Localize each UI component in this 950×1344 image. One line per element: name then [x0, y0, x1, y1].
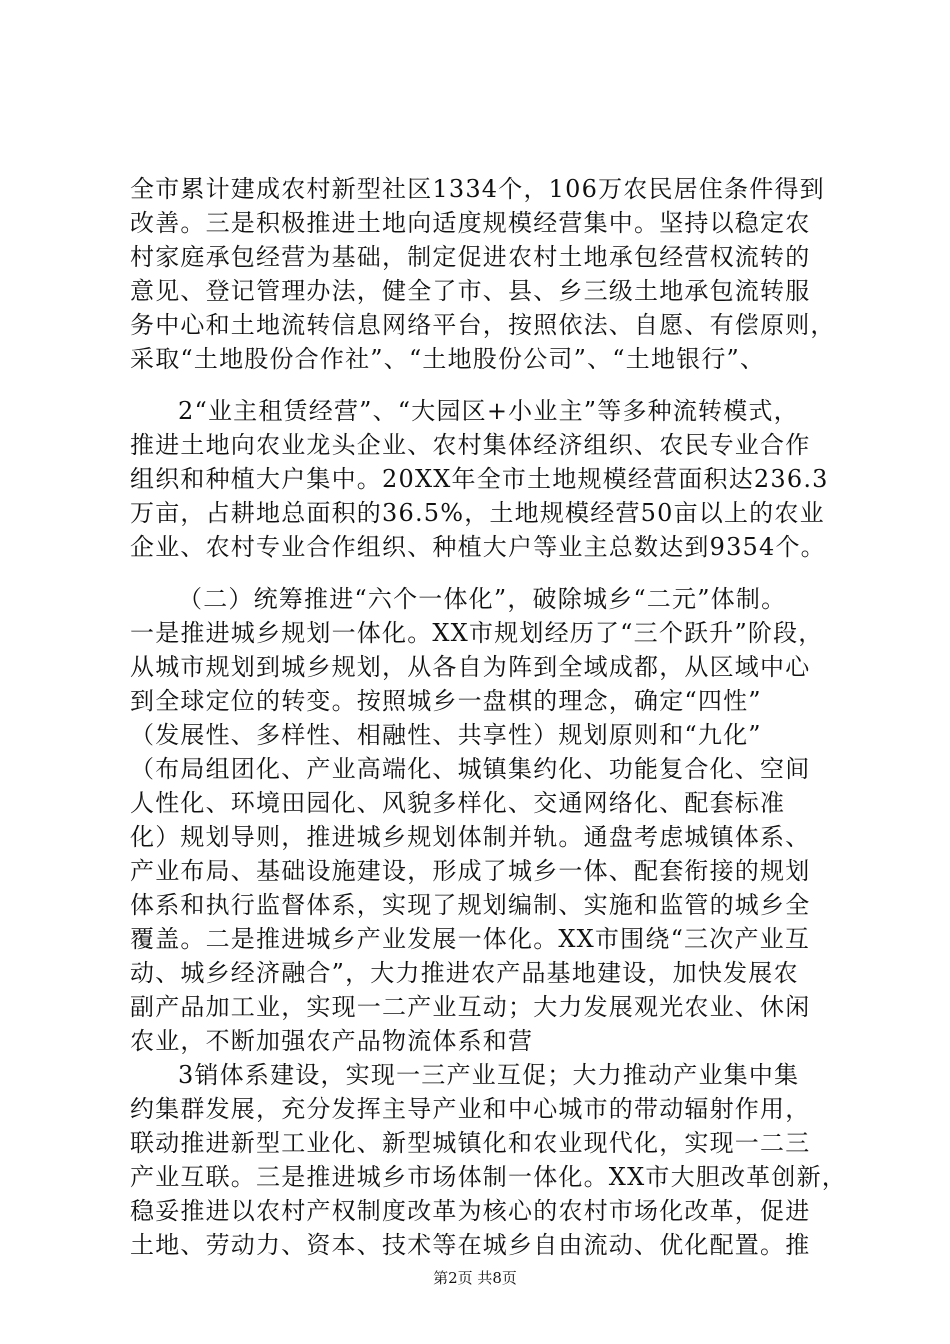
text-line: 约集群发展，充分发挥主导产业和中心城市的带动辐射作用，: [130, 1095, 811, 1123]
text-line: 3销体系建设，实现一三产业互促；大力推动产业集中集: [178, 1061, 800, 1089]
text-line: 企业、农村专业合作组织、种植大户等业主总数达到9354个。: [130, 533, 826, 561]
page-footer: 第2页 共8页: [433, 1269, 517, 1287]
text-line: 联动推进新型工业化、新型城镇化和农业现代化，实现一二三: [130, 1129, 811, 1157]
text-line: 2“业主租赁经营”、“大园区+小业主”等多种流转模式，: [178, 397, 799, 425]
text-line: 农业，不断加强农产品物流体系和营: [130, 1027, 534, 1055]
text-line: 产业互联。三是推进城乡市场体制一体化。XX市大胆改革创新，: [130, 1163, 847, 1191]
text-line: 一是推进城乡规划一体化。XX市规划经历了“三个跃升”阶段，: [130, 619, 824, 647]
text-line: 产业布局、基础设施建设，形成了城乡一体、配套衔接的规划: [130, 857, 811, 885]
text-line: 组织和种植大户集中。20XX年全市土地规模经营面积达236.3: [130, 465, 829, 493]
text-line: 副产品加工业，实现一二产业互动；大力发展观光农业、休闲: [130, 993, 811, 1021]
text-line: 万亩，占耕地总面积的36.5%，土地规模经营50亩以上的农业: [130, 499, 825, 527]
text-line: 到全球定位的转变。按照城乡一盘棋的理念，确定“四性”: [130, 687, 762, 715]
text-line: 从城市规划到城乡规划，从各自为阵到全域成都，从区域中心: [130, 653, 811, 681]
text-line: 稳妥推进以农村产权制度改革为核心的农村市场化改革，促进: [130, 1197, 811, 1225]
text-line: （布局组团化、产业高端化、城镇集约化、功能复合化、空间: [130, 755, 811, 783]
text-line: 改善。三是积极推进土地向适度规模经营集中。坚持以稳定农: [130, 209, 811, 237]
text-line: 村家庭承包经营为基础，制定促进农村土地承包经营权流转的: [130, 243, 811, 271]
text-line: 人性化、环境田园化、风貌多样化、交通网络化、配套标准: [130, 789, 786, 817]
text-line: （二）统筹推进“六个一体化”，破除城乡“二元”体制。: [178, 585, 787, 613]
text-line: 化）规划导则，推进城乡规划体制并轨。通盘考虑城镇体系、: [130, 823, 811, 851]
text-line: 采取“土地股份合作社”、“土地股份公司”、“土地银行”、: [130, 345, 766, 373]
text-line: 意见、登记管理办法，健全了市、县、乡三级土地承包流转服: [130, 277, 811, 305]
text-line: 推进土地向农业龙头企业、农村集体经济组织、农民专业合作: [130, 431, 811, 459]
text-line: 体系和执行监督体系，实现了规划编制、实施和监管的城乡全: [130, 891, 811, 919]
text-line: 动、城乡经济融合”，大力推进农产品基地建设，加快发展农: [130, 959, 799, 987]
text-line: （发展性、多样性、相融性、共享性）规划原则和“九化”: [130, 721, 762, 749]
text-line: 覆盖。二是推进城乡产业发展一体化。XX市围绕“三次产业互: [130, 925, 811, 953]
text-line: 务中心和土地流转信息网络平台，按照依法、自愿、有偿原则，: [130, 311, 836, 339]
text-line: 全市累计建成农村新型社区1334个，106万农民居住条件得到: [130, 175, 825, 203]
text-line: 土地、劳动力、资本、技术等在城乡自由流动、优化配置。推: [130, 1231, 811, 1259]
